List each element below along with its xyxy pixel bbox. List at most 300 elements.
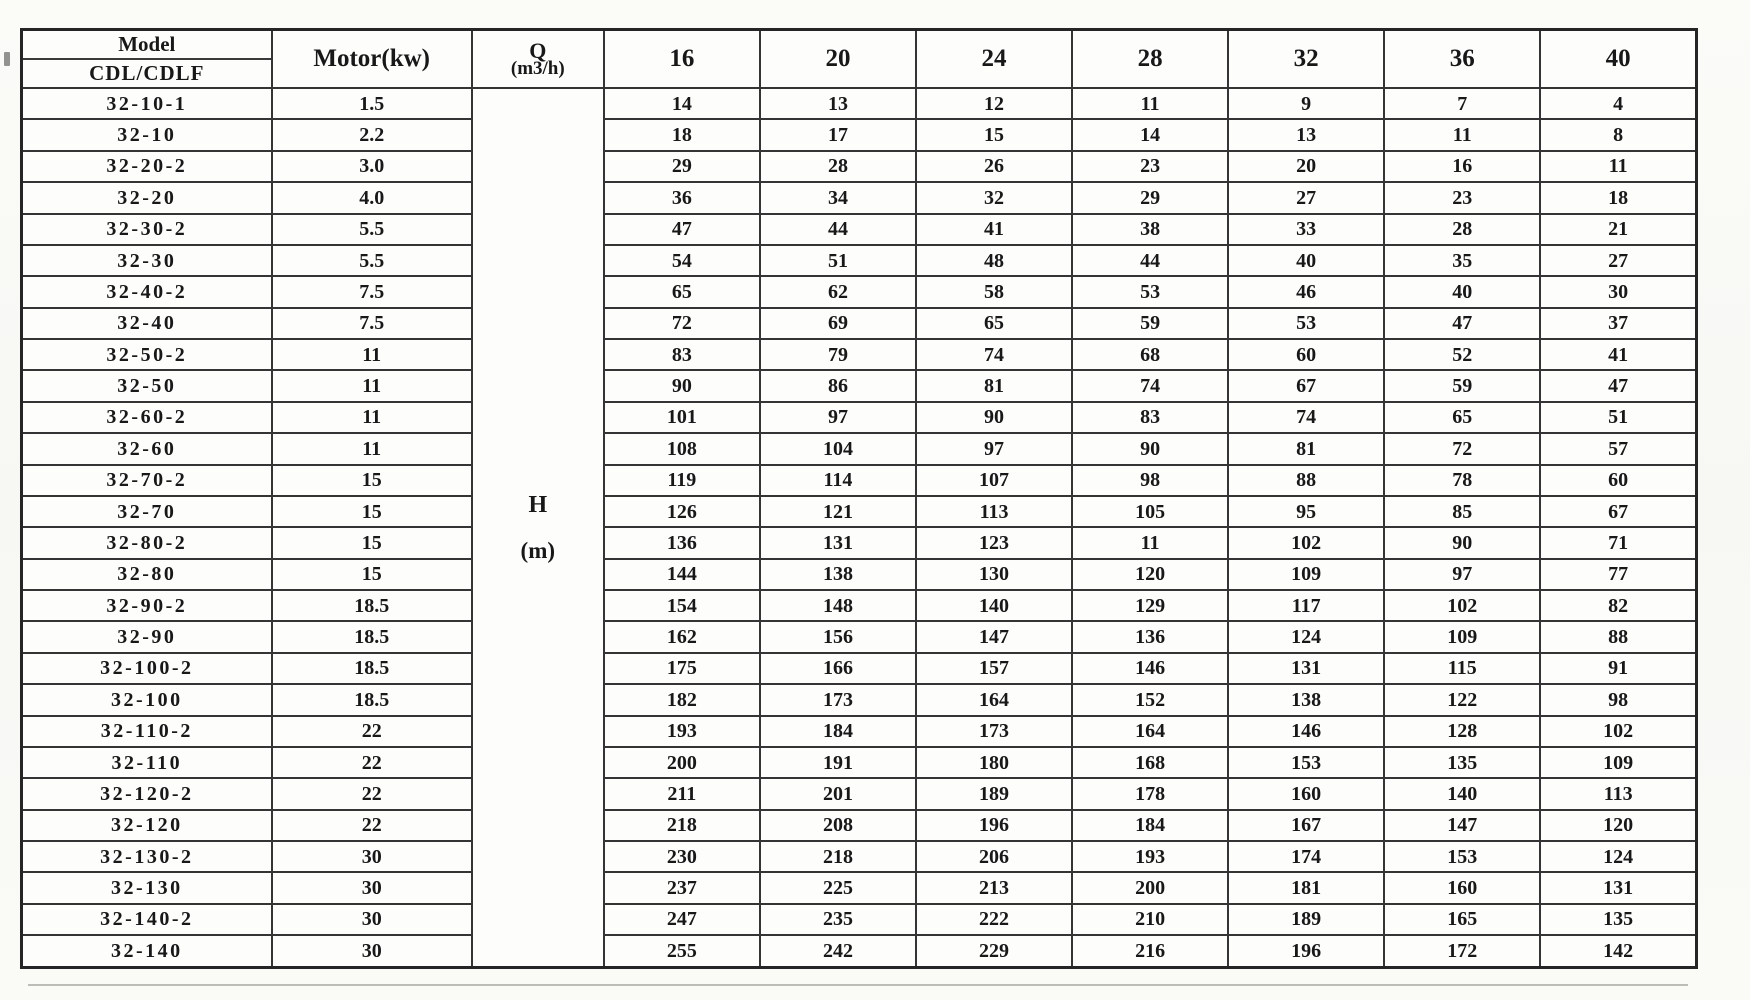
head-value-cell: 60 bbox=[1228, 339, 1384, 370]
motor-cell: 18.5 bbox=[272, 590, 472, 621]
table-row bbox=[22, 119, 1697, 150]
model-cell: 32-70 bbox=[22, 496, 272, 527]
head-value-cell: 131 bbox=[760, 527, 916, 558]
table-row bbox=[22, 872, 1697, 903]
head-value-cell: 97 bbox=[1384, 559, 1540, 590]
head-value-cell: 51 bbox=[1540, 402, 1696, 433]
motor-cell: 30 bbox=[272, 904, 472, 935]
motor-cell: 15 bbox=[272, 559, 472, 590]
model-cell: 32-90 bbox=[22, 621, 272, 652]
head-symbol: H bbox=[528, 492, 548, 518]
head-value-cell: 229 bbox=[916, 935, 1072, 967]
model-header-subtitle: CDL/CDLF bbox=[89, 61, 205, 85]
head-value-cell: 152 bbox=[1072, 684, 1228, 715]
head-value-cell: 59 bbox=[1072, 308, 1228, 339]
head-value-cell: 29 bbox=[604, 151, 760, 182]
head-value-cell: 37 bbox=[1540, 308, 1696, 339]
table-row bbox=[22, 88, 1697, 119]
motor-cell: 22 bbox=[272, 810, 472, 841]
model-column-header bbox=[22, 30, 272, 89]
motor-column-header: Motor(kw) bbox=[272, 30, 472, 89]
table-row bbox=[22, 433, 1697, 464]
model-cell: 32-130-2 bbox=[22, 841, 272, 872]
head-value-cell: 28 bbox=[760, 151, 916, 182]
head-value-cell: 85 bbox=[1384, 496, 1540, 527]
head-value-cell: 114 bbox=[760, 465, 916, 496]
head-value-cell: 11 bbox=[1072, 88, 1228, 119]
flow-value-header: 40 bbox=[1540, 30, 1696, 89]
model-header-title: Model bbox=[23, 31, 271, 60]
head-value-cell: 74 bbox=[1228, 402, 1384, 433]
table-row bbox=[22, 590, 1697, 621]
motor-cell: 2.2 bbox=[272, 119, 472, 150]
motor-cell: 5.5 bbox=[272, 214, 472, 245]
header-row bbox=[22, 30, 1697, 89]
motor-cell: 30 bbox=[272, 935, 472, 967]
model-cell: 32-110-2 bbox=[22, 716, 272, 747]
head-value-cell: 124 bbox=[1540, 841, 1696, 872]
flow-value-header: 24 bbox=[916, 30, 1072, 89]
head-value-cell: 14 bbox=[604, 88, 760, 119]
head-value-cell: 34 bbox=[760, 182, 916, 213]
head-value-cell: 196 bbox=[916, 810, 1072, 841]
motor-cell: 18.5 bbox=[272, 653, 472, 684]
head-value-cell: 29 bbox=[1072, 182, 1228, 213]
head-value-cell: 107 bbox=[916, 465, 1072, 496]
head-value-cell: 72 bbox=[1384, 433, 1540, 464]
head-value-cell: 182 bbox=[604, 684, 760, 715]
table-row bbox=[22, 308, 1697, 339]
head-value-cell: 109 bbox=[1540, 747, 1696, 778]
head-value-cell: 230 bbox=[604, 841, 760, 872]
head-value-cell: 180 bbox=[916, 747, 1072, 778]
model-cell: 32-100-2 bbox=[22, 653, 272, 684]
head-value-cell: 218 bbox=[604, 810, 760, 841]
head-value-cell: 211 bbox=[604, 778, 760, 809]
head-value-cell: 196 bbox=[1228, 935, 1384, 967]
head-value-cell: 136 bbox=[604, 527, 760, 558]
head-value-cell: 81 bbox=[1228, 433, 1384, 464]
model-cell: 32-110 bbox=[22, 747, 272, 778]
table-row bbox=[22, 653, 1697, 684]
head-value-cell: 115 bbox=[1384, 653, 1540, 684]
head-value-cell: 156 bbox=[760, 621, 916, 652]
motor-cell: 15 bbox=[272, 527, 472, 558]
head-value-cell: 147 bbox=[916, 621, 1072, 652]
head-value-cell: 90 bbox=[1072, 433, 1228, 464]
head-value-cell: 18 bbox=[604, 119, 760, 150]
head-value-cell: 102 bbox=[1384, 590, 1540, 621]
head-value-cell: 108 bbox=[604, 433, 760, 464]
model-cell: 32-30-2 bbox=[22, 214, 272, 245]
head-value-cell: 53 bbox=[1228, 308, 1384, 339]
head-value-cell: 166 bbox=[760, 653, 916, 684]
head-value-cell: 71 bbox=[1540, 527, 1696, 558]
head-value-cell: 69 bbox=[760, 308, 916, 339]
motor-cell: 7.5 bbox=[272, 276, 472, 307]
head-value-cell: 181 bbox=[1228, 872, 1384, 903]
head-value-cell: 15 bbox=[916, 119, 1072, 150]
head-value-cell: 168 bbox=[1072, 747, 1228, 778]
head-value-cell: 216 bbox=[1072, 935, 1228, 967]
head-value-cell: 119 bbox=[604, 465, 760, 496]
head-value-cell: 173 bbox=[760, 684, 916, 715]
flow-unit: (m3/h) bbox=[510, 58, 565, 80]
head-value-cell: 157 bbox=[916, 653, 1072, 684]
head-value-cell: 79 bbox=[760, 339, 916, 370]
head-value-cell: 82 bbox=[1540, 590, 1696, 621]
head-value-cell: 142 bbox=[1540, 935, 1696, 967]
table-row bbox=[22, 621, 1697, 652]
head-value-cell: 32 bbox=[916, 182, 1072, 213]
head-value-cell: 162 bbox=[604, 621, 760, 652]
motor-cell: 7.5 bbox=[272, 308, 472, 339]
head-value-cell: 90 bbox=[604, 370, 760, 401]
head-value-cell: 193 bbox=[1072, 841, 1228, 872]
head-value-cell: 72 bbox=[604, 308, 760, 339]
head-value-cell: 16 bbox=[1384, 151, 1540, 182]
head-value-cell: 26 bbox=[916, 151, 1072, 182]
head-value-cell: 86 bbox=[760, 370, 916, 401]
model-cell: 32-70-2 bbox=[22, 465, 272, 496]
head-value-cell: 88 bbox=[1540, 621, 1696, 652]
head-value-cell: 47 bbox=[1540, 370, 1696, 401]
head-value-cell: 131 bbox=[1228, 653, 1384, 684]
model-cell: 32-120-2 bbox=[22, 778, 272, 809]
model-cell: 32-120 bbox=[22, 810, 272, 841]
head-value-cell: 23 bbox=[1072, 151, 1228, 182]
flow-value-header: 20 bbox=[760, 30, 916, 89]
head-value-cell: 153 bbox=[1384, 841, 1540, 872]
head-value-cell: 189 bbox=[1228, 904, 1384, 935]
head-value-cell: 48 bbox=[916, 245, 1072, 276]
head-value-cell: 102 bbox=[1540, 716, 1696, 747]
table-row bbox=[22, 684, 1697, 715]
head-value-cell: 9 bbox=[1228, 88, 1384, 119]
head-value-cell: 173 bbox=[916, 716, 1072, 747]
motor-cell: 18.5 bbox=[272, 684, 472, 715]
head-value-cell: 35 bbox=[1384, 245, 1540, 276]
head-value-cell: 210 bbox=[1072, 904, 1228, 935]
head-value-cell: 117 bbox=[1228, 590, 1384, 621]
head-value-cell: 46 bbox=[1228, 276, 1384, 307]
head-value-cell: 160 bbox=[1228, 778, 1384, 809]
head-value-cell: 120 bbox=[1540, 810, 1696, 841]
motor-cell: 11 bbox=[272, 339, 472, 370]
model-cell: 32-60 bbox=[22, 433, 272, 464]
pump-spec-table bbox=[20, 28, 1698, 969]
head-unit-cell bbox=[472, 88, 604, 968]
head-value-cell: 120 bbox=[1072, 559, 1228, 590]
head-value-cell: 4 bbox=[1540, 88, 1696, 119]
head-value-cell: 184 bbox=[760, 716, 916, 747]
head-value-cell: 144 bbox=[604, 559, 760, 590]
head-value-cell: 172 bbox=[1384, 935, 1540, 967]
model-cell: 32-10-1 bbox=[22, 88, 272, 119]
head-value-cell: 65 bbox=[916, 308, 1072, 339]
head-value-cell: 13 bbox=[760, 88, 916, 119]
head-value-cell: 23 bbox=[1384, 182, 1540, 213]
head-value-cell: 255 bbox=[604, 935, 760, 967]
head-value-cell: 140 bbox=[1384, 778, 1540, 809]
model-cell: 32-100 bbox=[22, 684, 272, 715]
flow-value-header: 28 bbox=[1072, 30, 1228, 89]
model-cell: 32-10 bbox=[22, 119, 272, 150]
table-row bbox=[22, 527, 1697, 558]
model-cell: 32-80-2 bbox=[22, 527, 272, 558]
head-value-cell: 11 bbox=[1540, 151, 1696, 182]
head-value-cell: 57 bbox=[1540, 433, 1696, 464]
head-value-cell: 77 bbox=[1540, 559, 1696, 590]
model-cell: 32-40-2 bbox=[22, 276, 272, 307]
head-value-cell: 65 bbox=[1384, 402, 1540, 433]
flow-value-header: 36 bbox=[1384, 30, 1540, 89]
head-value-cell: 7 bbox=[1384, 88, 1540, 119]
head-value-cell: 126 bbox=[604, 496, 760, 527]
table-row bbox=[22, 465, 1697, 496]
head-value-cell: 20 bbox=[1228, 151, 1384, 182]
head-value-cell: 191 bbox=[760, 747, 916, 778]
table-row bbox=[22, 935, 1697, 967]
motor-cell: 15 bbox=[272, 465, 472, 496]
table-row bbox=[22, 339, 1697, 370]
head-value-cell: 147 bbox=[1384, 810, 1540, 841]
head-value-cell: 18 bbox=[1540, 182, 1696, 213]
table-body bbox=[22, 88, 1697, 968]
table-row bbox=[22, 716, 1697, 747]
model-cell: 32-20-2 bbox=[22, 151, 272, 182]
head-value-cell: 98 bbox=[1072, 465, 1228, 496]
scan-artifact bbox=[4, 52, 10, 66]
head-value-cell: 27 bbox=[1540, 245, 1696, 276]
head-value-cell: 60 bbox=[1540, 465, 1696, 496]
head-value-cell: 201 bbox=[760, 778, 916, 809]
head-value-cell: 121 bbox=[760, 496, 916, 527]
head-value-cell: 146 bbox=[1228, 716, 1384, 747]
head-value-cell: 148 bbox=[760, 590, 916, 621]
head-value-cell: 83 bbox=[1072, 402, 1228, 433]
head-value-cell: 225 bbox=[760, 872, 916, 903]
head-value-cell: 28 bbox=[1384, 214, 1540, 245]
motor-cell: 18.5 bbox=[272, 621, 472, 652]
head-value-cell: 59 bbox=[1384, 370, 1540, 401]
motor-cell: 11 bbox=[272, 433, 472, 464]
model-cell: 32-90-2 bbox=[22, 590, 272, 621]
head-value-cell: 218 bbox=[760, 841, 916, 872]
head-value-cell: 128 bbox=[1384, 716, 1540, 747]
table-row bbox=[22, 778, 1697, 809]
head-value-cell: 138 bbox=[1228, 684, 1384, 715]
head-value-cell: 58 bbox=[916, 276, 1072, 307]
table-row bbox=[22, 747, 1697, 778]
model-cell: 32-140-2 bbox=[22, 904, 272, 935]
head-value-cell: 38 bbox=[1072, 214, 1228, 245]
head-value-cell: 44 bbox=[1072, 245, 1228, 276]
head-value-cell: 184 bbox=[1072, 810, 1228, 841]
head-value-cell: 105 bbox=[1072, 496, 1228, 527]
table-row bbox=[22, 402, 1697, 433]
flow-value-header: 16 bbox=[604, 30, 760, 89]
head-value-cell: 62 bbox=[760, 276, 916, 307]
head-value-cell: 130 bbox=[916, 559, 1072, 590]
head-value-cell: 175 bbox=[604, 653, 760, 684]
head-value-cell: 101 bbox=[604, 402, 760, 433]
motor-cell: 22 bbox=[272, 747, 472, 778]
flow-symbol: Q bbox=[529, 37, 547, 63]
head-value-cell: 136 bbox=[1072, 621, 1228, 652]
model-cell: 32-60-2 bbox=[22, 402, 272, 433]
head-value-cell: 109 bbox=[1384, 621, 1540, 652]
model-cell: 32-140 bbox=[22, 935, 272, 967]
table-row bbox=[22, 214, 1697, 245]
head-value-cell: 167 bbox=[1228, 810, 1384, 841]
table-row bbox=[22, 559, 1697, 590]
head-value-cell: 21 bbox=[1540, 214, 1696, 245]
head-value-cell: 47 bbox=[1384, 308, 1540, 339]
head-value-cell: 98 bbox=[1540, 684, 1696, 715]
head-value-cell: 68 bbox=[1072, 339, 1228, 370]
head-value-cell: 95 bbox=[1228, 496, 1384, 527]
head-value-cell: 91 bbox=[1540, 653, 1696, 684]
head-value-cell: 135 bbox=[1540, 904, 1696, 935]
head-value-cell: 237 bbox=[604, 872, 760, 903]
head-value-cell: 247 bbox=[604, 904, 760, 935]
head-value-cell: 129 bbox=[1072, 590, 1228, 621]
scan-bottom-line bbox=[28, 984, 1688, 986]
head-value-cell: 123 bbox=[916, 527, 1072, 558]
head-value-cell: 109 bbox=[1228, 559, 1384, 590]
head-value-cell: 242 bbox=[760, 935, 916, 967]
head-value-cell: 30 bbox=[1540, 276, 1696, 307]
head-value-cell: 113 bbox=[916, 496, 1072, 527]
head-value-cell: 65 bbox=[604, 276, 760, 307]
head-value-cell: 135 bbox=[1384, 747, 1540, 778]
head-value-cell: 81 bbox=[916, 370, 1072, 401]
head-value-cell: 14 bbox=[1072, 119, 1228, 150]
head-value-cell: 131 bbox=[1540, 872, 1696, 903]
motor-cell: 11 bbox=[272, 370, 472, 401]
head-value-cell: 90 bbox=[1384, 527, 1540, 558]
head-value-cell: 222 bbox=[916, 904, 1072, 935]
head-value-cell: 11 bbox=[1072, 527, 1228, 558]
table-row bbox=[22, 245, 1697, 276]
motor-cell: 30 bbox=[272, 872, 472, 903]
head-value-cell: 67 bbox=[1228, 370, 1384, 401]
motor-cell: 11 bbox=[272, 402, 472, 433]
table-row bbox=[22, 182, 1697, 213]
table-row bbox=[22, 276, 1697, 307]
head-value-cell: 17 bbox=[760, 119, 916, 150]
head-value-cell: 200 bbox=[604, 747, 760, 778]
head-value-cell: 97 bbox=[760, 402, 916, 433]
motor-cell: 1.5 bbox=[272, 88, 472, 119]
head-value-cell: 97 bbox=[916, 433, 1072, 464]
table-row bbox=[22, 496, 1697, 527]
head-value-cell: 124 bbox=[1228, 621, 1384, 652]
head-value-cell: 36 bbox=[604, 182, 760, 213]
head-unit: (m) bbox=[520, 538, 556, 563]
head-value-cell: 113 bbox=[1540, 778, 1696, 809]
motor-cell: 22 bbox=[272, 778, 472, 809]
head-value-cell: 41 bbox=[916, 214, 1072, 245]
head-value-cell: 74 bbox=[1072, 370, 1228, 401]
head-value-cell: 122 bbox=[1384, 684, 1540, 715]
head-value-cell: 154 bbox=[604, 590, 760, 621]
head-value-cell: 189 bbox=[916, 778, 1072, 809]
head-value-cell: 138 bbox=[760, 559, 916, 590]
model-cell: 32-50-2 bbox=[22, 339, 272, 370]
motor-cell: 5.5 bbox=[272, 245, 472, 276]
head-value-cell: 104 bbox=[760, 433, 916, 464]
head-value-cell: 47 bbox=[604, 214, 760, 245]
head-value-cell: 178 bbox=[1072, 778, 1228, 809]
table-row bbox=[22, 810, 1697, 841]
head-value-cell: 52 bbox=[1384, 339, 1540, 370]
head-value-cell: 235 bbox=[760, 904, 916, 935]
head-value-cell: 160 bbox=[1384, 872, 1540, 903]
model-cell: 32-80 bbox=[22, 559, 272, 590]
head-value-cell: 40 bbox=[1384, 276, 1540, 307]
head-value-cell: 164 bbox=[916, 684, 1072, 715]
head-value-cell: 153 bbox=[1228, 747, 1384, 778]
head-value-cell: 8 bbox=[1540, 119, 1696, 150]
model-cell: 32-130 bbox=[22, 872, 272, 903]
head-value-cell: 78 bbox=[1384, 465, 1540, 496]
head-value-cell: 193 bbox=[604, 716, 760, 747]
head-value-cell: 174 bbox=[1228, 841, 1384, 872]
motor-cell: 30 bbox=[272, 841, 472, 872]
head-value-cell: 11 bbox=[1384, 119, 1540, 150]
flow-value-header: 32 bbox=[1228, 30, 1384, 89]
head-value-cell: 90 bbox=[916, 402, 1072, 433]
head-value-cell: 74 bbox=[916, 339, 1072, 370]
table-row bbox=[22, 370, 1697, 401]
flow-column-header bbox=[472, 30, 604, 89]
table-row bbox=[22, 904, 1697, 935]
head-value-cell: 102 bbox=[1228, 527, 1384, 558]
model-cell: 32-30 bbox=[22, 245, 272, 276]
head-value-cell: 164 bbox=[1072, 716, 1228, 747]
head-value-cell: 140 bbox=[916, 590, 1072, 621]
head-value-cell: 88 bbox=[1228, 465, 1384, 496]
head-value-cell: 51 bbox=[760, 245, 916, 276]
head-value-cell: 13 bbox=[1228, 119, 1384, 150]
model-cell: 32-40 bbox=[22, 308, 272, 339]
head-value-cell: 67 bbox=[1540, 496, 1696, 527]
motor-cell: 3.0 bbox=[272, 151, 472, 182]
table-row bbox=[22, 841, 1697, 872]
head-value-cell: 165 bbox=[1384, 904, 1540, 935]
motor-cell: 4.0 bbox=[272, 182, 472, 213]
motor-cell: 15 bbox=[272, 496, 472, 527]
model-cell: 32-20 bbox=[22, 182, 272, 213]
head-value-cell: 83 bbox=[604, 339, 760, 370]
motor-cell: 22 bbox=[272, 716, 472, 747]
head-value-cell: 44 bbox=[760, 214, 916, 245]
head-value-cell: 200 bbox=[1072, 872, 1228, 903]
head-value-cell: 208 bbox=[760, 810, 916, 841]
head-value-cell: 41 bbox=[1540, 339, 1696, 370]
head-value-cell: 40 bbox=[1228, 245, 1384, 276]
head-value-cell: 33 bbox=[1228, 214, 1384, 245]
head-value-cell: 54 bbox=[604, 245, 760, 276]
head-value-cell: 146 bbox=[1072, 653, 1228, 684]
head-value-cell: 53 bbox=[1072, 276, 1228, 307]
model-cell: 32-50 bbox=[22, 370, 272, 401]
head-value-cell: 213 bbox=[916, 872, 1072, 903]
head-value-cell: 206 bbox=[916, 841, 1072, 872]
head-value-cell: 12 bbox=[916, 88, 1072, 119]
